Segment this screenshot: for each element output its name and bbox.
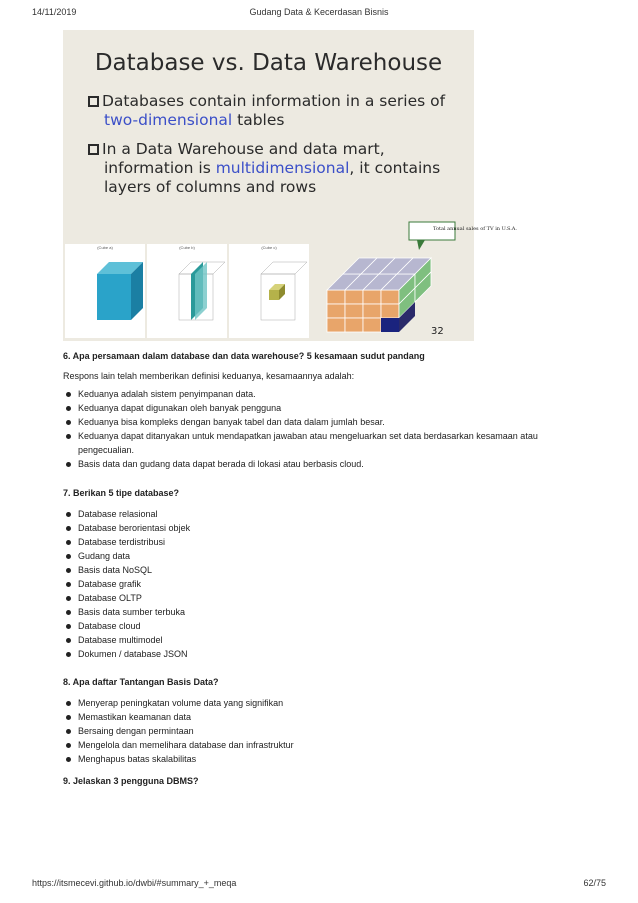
bullet-icon xyxy=(66,610,71,615)
bullet-icon xyxy=(66,420,71,425)
section-heading: 6. Apa persamaan dalam database dan data warehouse? 5 kesamaan sudut pandang xyxy=(63,351,425,361)
list-item: Database relasional xyxy=(63,507,583,521)
bullet-icon xyxy=(66,462,71,467)
bullet-icon xyxy=(66,701,71,706)
list-item: Database cloud xyxy=(63,619,583,633)
bullet-icon xyxy=(66,512,71,517)
list-item: Menghapus batas skalabilitas xyxy=(63,752,583,766)
bullet-icon xyxy=(66,540,71,545)
list-item: Mengelola dan memelihara database dan infrastruktur xyxy=(63,738,583,752)
list-item: Database berorientasi objek xyxy=(63,521,583,535)
list-item: Dokumen / database JSON xyxy=(63,647,583,661)
bullet-icon xyxy=(66,582,71,587)
cube-a-diagram: (Cube a) xyxy=(65,244,145,338)
cube-c-diagram: (Cube c) xyxy=(229,244,309,338)
bullet-icon xyxy=(66,624,71,629)
list-item: Database grafik xyxy=(63,577,583,591)
page-header xyxy=(0,7,638,21)
source-url[interactable]: https://itsmecevi.github.io/dwbi/#summary_+_meqa xyxy=(32,878,237,888)
list-item: Keduanya dapat ditanyakan untuk mendapatkan jawaban atau mengeluarkan set data berdasarkan kesamaan atau pengecualian. xyxy=(63,429,583,457)
page-number: 62/75 xyxy=(583,878,606,888)
list-item: Database multimodel xyxy=(63,633,583,647)
bullet-icon xyxy=(66,554,71,559)
list-item: Keduanya bisa kompleks dengan banyak tabel dan data dalam jumlah besar. xyxy=(63,415,583,429)
cube-b-diagram: (Cube b) xyxy=(147,244,227,338)
section-8 xyxy=(63,677,583,766)
list-item: Basis data sumber terbuka xyxy=(63,605,583,619)
section-6 xyxy=(63,351,583,471)
cube-c-icon xyxy=(229,244,309,338)
checkbox-bullet-icon xyxy=(88,96,99,107)
section-heading: 8. Apa daftar Tantangan Basis Data? xyxy=(63,677,219,687)
cube-b-icon xyxy=(147,244,227,338)
bullet-icon xyxy=(66,652,71,657)
bullet-icon xyxy=(66,638,71,643)
section-heading: 9. Jelaskan 3 pengguna DBMS? xyxy=(63,776,199,786)
bullet-icon xyxy=(66,434,71,439)
list-item: Keduanya adalah sistem penyimpanan data. xyxy=(63,387,583,401)
list-item: Keduanya dapat digunakan oleh banyak pengguna xyxy=(63,401,583,415)
slide-bullet-2: In a Data Warehouse and data mart, information is multidimensional, it contains layers of columns and rows xyxy=(88,140,468,197)
challenges-list xyxy=(63,696,583,766)
bullet-icon xyxy=(66,568,71,573)
section-intro: Respons lain telah memberikan definisi keduanya, kesamaannya adalah: xyxy=(63,371,355,381)
checkbox-bullet-icon xyxy=(88,144,99,155)
list-item: Menyerap peningkatan volume data yang signifikan xyxy=(63,696,583,710)
bullet-icon xyxy=(66,757,71,762)
page-footer xyxy=(0,878,638,892)
total-sales-label: Total annual sales of TV in U.S.A. xyxy=(433,226,517,232)
similarity-list xyxy=(63,387,583,471)
slide-title: Database vs. Data Warehouse xyxy=(94,50,443,76)
list-item: Memastikan keamanan data xyxy=(63,710,583,724)
section-heading: 7. Berikan 5 tipe database? xyxy=(63,488,180,498)
database-types-list xyxy=(63,507,583,661)
bullet-icon xyxy=(66,729,71,734)
section-7 xyxy=(63,488,583,661)
list-item: Database OLTP xyxy=(63,591,583,605)
section-9 xyxy=(63,776,583,786)
bullet-icon xyxy=(66,406,71,411)
list-item: Basis data NoSQL xyxy=(63,563,583,577)
bullet-icon xyxy=(66,526,71,531)
slide-image xyxy=(63,30,517,341)
bullet-icon xyxy=(66,596,71,601)
list-item: Database terdistribusi xyxy=(63,535,583,549)
bullet-icon xyxy=(66,715,71,720)
cube-a-icon xyxy=(65,244,145,338)
list-item: Bersaing dengan permintaan xyxy=(63,724,583,738)
list-item: Gudang data xyxy=(63,549,583,563)
slide-bullet-1: Databases contain information in a series of two-dimensional tables xyxy=(88,92,468,130)
print-date: 14/11/2019 xyxy=(32,7,77,17)
bullet-icon xyxy=(66,743,71,748)
multidimensional-cube-icon xyxy=(313,218,517,338)
document-title: Gudang Data & Kecerdasan Bisnis xyxy=(249,7,389,17)
list-item: Basis data dan gudang data dapat berada di lokasi atau berbasis cloud. xyxy=(63,457,583,471)
bullet-icon xyxy=(66,392,71,397)
cube-number: 32 xyxy=(431,326,444,337)
